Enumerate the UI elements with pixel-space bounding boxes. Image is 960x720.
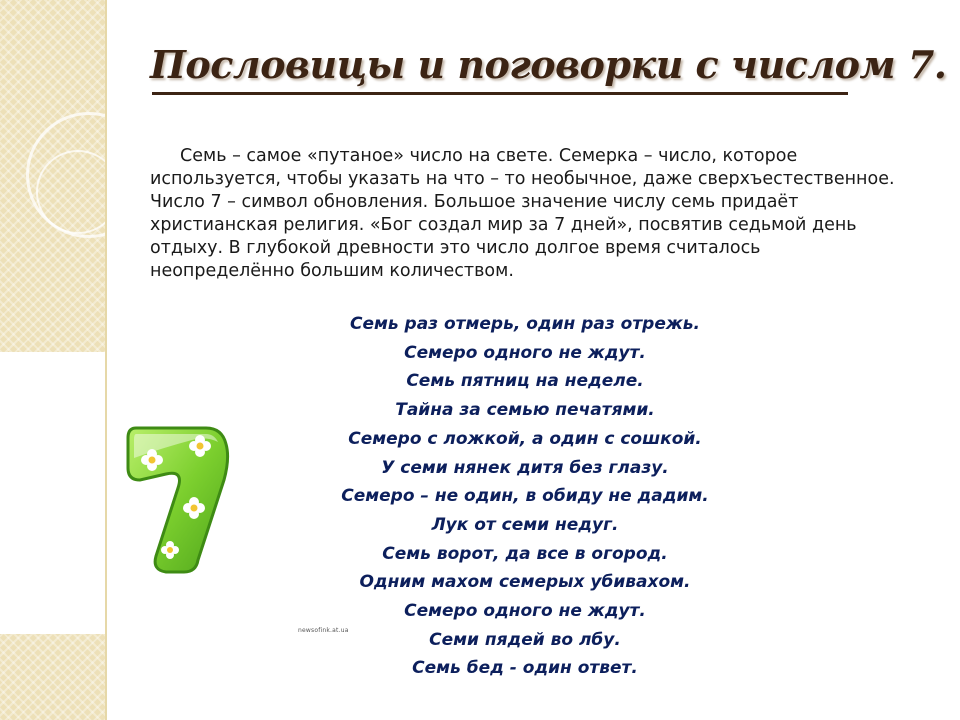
- proverb-item: Семи пядей во лбу.: [429, 629, 621, 650]
- proverb-item: Семеро одного не ждут.: [404, 601, 646, 622]
- left-decor-strip: [0, 0, 106, 720]
- strip-pattern-bottom: [0, 634, 106, 720]
- proverb-item: Тайна за семью печатями.: [395, 400, 655, 421]
- proverb-item: Семь бед - один ответ.: [412, 658, 638, 679]
- proverb-item: Семь раз отмерь, один раз отрежь.: [349, 314, 701, 334]
- strip-pattern-top: [0, 0, 106, 352]
- proverb-item: Семеро с ложкой, а один с сошкой.: [348, 428, 702, 449]
- proverb-item: Одним махом семерых убивахом.: [359, 572, 691, 593]
- slide-title: Пословицы и поговорки с числом 7.: [150, 42, 947, 87]
- proverb-item: Семь ворот, да все в огород.: [382, 543, 668, 564]
- strip-divider: [105, 0, 107, 720]
- number-seven-icon: [122, 418, 234, 580]
- watermark-text: newsofink.at.ua: [298, 627, 349, 634]
- proverb-item: Лук от семи недуг.: [431, 514, 619, 535]
- proverb-item: У семи нянек дитя без глазу.: [381, 457, 669, 478]
- title-underline: [152, 92, 848, 95]
- intro-paragraph: Семь – самое «путаное» число на свете. Семерка – число, которое используется, чтобы указать на что – то необычное, даже сверхъестественное. Число 7 – символ обновления. Большое значение числу семь придаёт христианская религия. «Бог создал мир за 7 дней», посвятив седьмой день отдыху. В глубокой древности это число долгое время считалось неопределённо большим количеством.: [150, 146, 895, 281]
- proverb-item: Семеро – не один, в обиду не дадим.: [341, 486, 709, 507]
- proverb-item: Семь пятниц на неделе.: [406, 371, 644, 392]
- proverb-item: Семеро одного не ждут.: [404, 342, 646, 363]
